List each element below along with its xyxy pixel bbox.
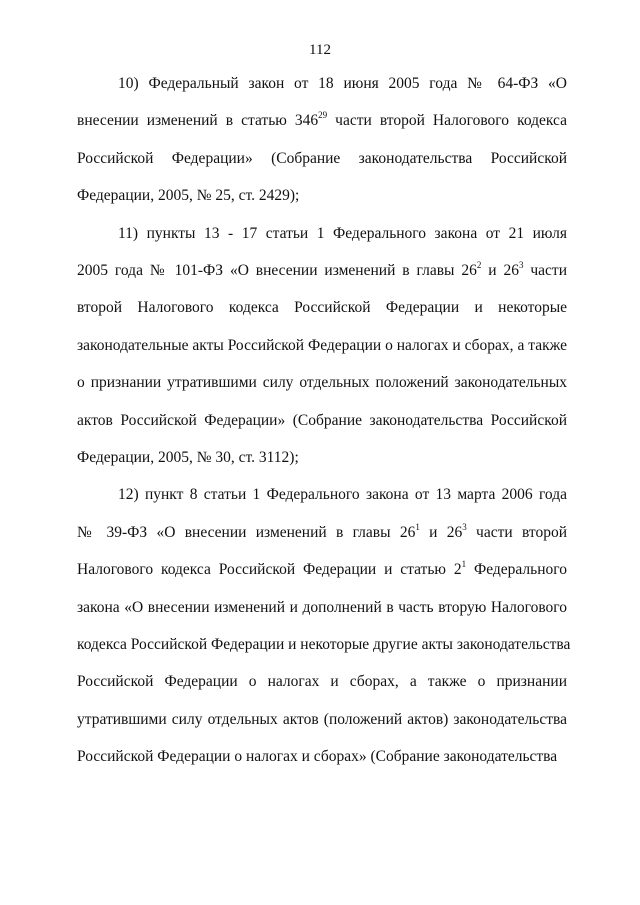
text-line: 2005 года № 101-ФЗ «О внесении изменений в главы $26^2$ и $26^3$ части — [77, 260, 568, 279]
text-line: закона «О внесении изменений и дополнений в часть вторую Налогового — [77, 598, 567, 616]
text-line: № 39-ФЗ «О внесении изменений в главы $26^1$ и $26^3$ части второй — [77, 521, 568, 541]
text-line: Российской Федерации о налогах и сборах, а также о признании — [77, 673, 567, 691]
superscript: 29 — [318, 110, 328, 121]
text-line: утратившими силу отдельных актов (положений актов) законодательства — [77, 710, 567, 728]
superscript: 3 — [518, 260, 524, 270]
item-first-line: 11) пункты 13 - 17 статьи 1 Федерального закона от 21 июля — [118, 224, 567, 242]
superscript: 1 — [415, 521, 420, 532]
superscript: 2 — [476, 260, 482, 270]
text-line: законодательные акты Российской Федерации о налогах и сборах, а также — [77, 336, 567, 354]
text-line: второй Налогового кодекса Российской Федерации и некоторые — [77, 299, 567, 317]
superscript: 3 — [462, 521, 467, 532]
text-line: о признании утратившими силу отдельных положений законодательных — [77, 374, 567, 392]
text-line: внесении изменений в статью $346^{29}$ части второй Налогового кодекса — [77, 110, 567, 130]
text-line: Российской Федерации о налогах и сборах» (Собрание законодательства — [77, 748, 558, 766]
text-line: Налогового кодекса Российской Федерации и статью $2^1$ Федерального — [77, 559, 567, 579]
superscript: 1 — [461, 559, 467, 570]
item-first-line: 12) пункт 8 статьи 1 Федерального закона от 13 марта 2006 года — [118, 486, 567, 504]
text-line: кодекса Российской Федерации и некоторые другие акты законодательства — [77, 636, 571, 653]
text-line: Российской Федерации» (Собрание законодательства Российской — [77, 149, 567, 167]
text-line: актов Российской Федерации» (Собрание законодательства Российской — [77, 411, 567, 429]
page-number: 112 — [309, 42, 331, 58]
text-line: Федерации, 2005, № 30, ст. 3112); — [77, 449, 299, 466]
item-first-line: 10) Федеральный закон от 18 июня 2005 года № 64-ФЗ «О — [118, 75, 567, 92]
text-line: Федерации, 2005, № 25, ст. 2429); — [77, 187, 300, 205]
